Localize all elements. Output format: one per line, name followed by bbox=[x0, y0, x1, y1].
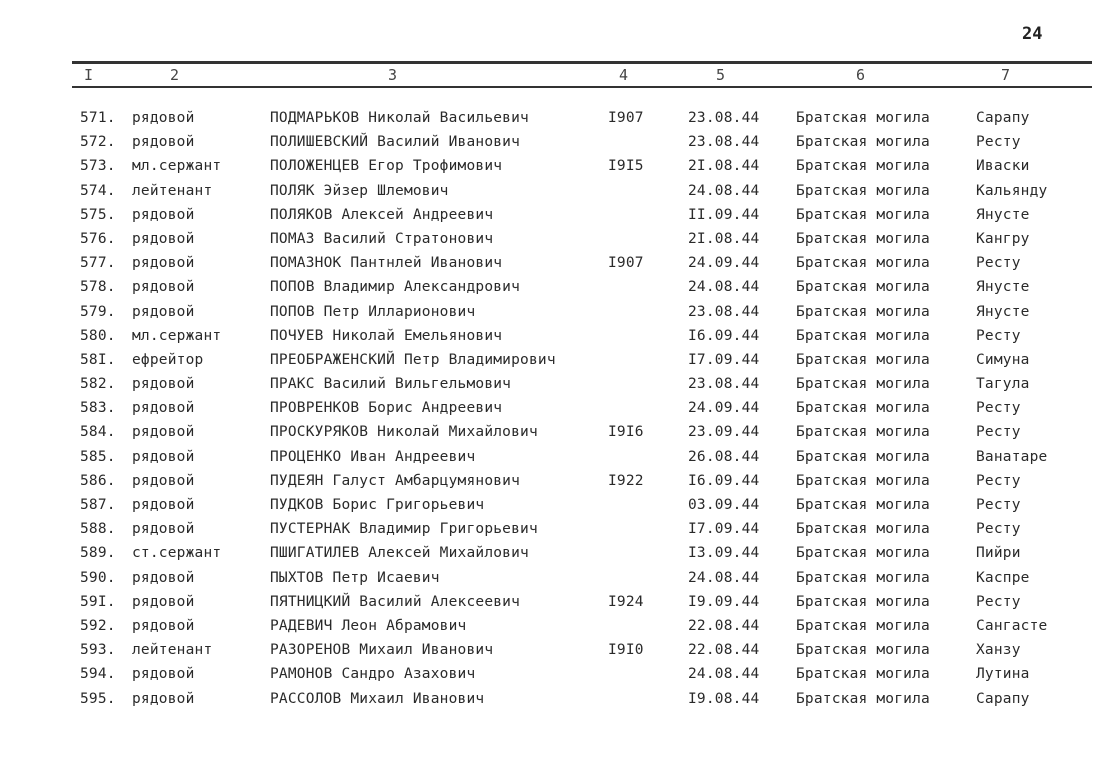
table-row bbox=[0, 471, 1100, 495]
record-rank: рядовой bbox=[132, 569, 195, 586]
record-name: ПОДМАРЬКОВ Николай Васильевич bbox=[270, 110, 529, 126]
record-number: 586. bbox=[80, 472, 116, 489]
record-rank: мл.сержант bbox=[132, 158, 222, 175]
record-number: 575. bbox=[80, 206, 116, 223]
record-burial-type: Братская могила bbox=[796, 593, 930, 610]
record-burial-place: Сарапу bbox=[976, 110, 1030, 126]
record-death-date: 22.08.44 bbox=[688, 617, 760, 634]
record-burial-type: Братская могила bbox=[796, 279, 930, 296]
record-death-date: 23.08.44 bbox=[688, 303, 760, 320]
column-header-2: 2 bbox=[170, 66, 180, 84]
record-death-date: I6.09.44 bbox=[688, 327, 760, 344]
column-header-1: I bbox=[84, 66, 94, 84]
record-name: ПОПОВ Петр Илларионович bbox=[270, 303, 476, 320]
record-burial-type: Братская могила bbox=[796, 376, 930, 393]
table-row bbox=[0, 447, 1100, 471]
record-name: ПОЧУЕВ Николай Емельянович bbox=[270, 327, 503, 344]
record-burial-place: Лутина bbox=[976, 666, 1030, 683]
record-burial-place: Ресту bbox=[976, 593, 1021, 610]
record-burial-type: Братская могила bbox=[796, 110, 930, 126]
record-burial-place: Ресту bbox=[976, 424, 1021, 441]
column-header-7: 7 bbox=[1001, 66, 1011, 84]
record-death-date: 24.08.44 bbox=[688, 279, 760, 296]
record-burial-type: Братская могила bbox=[796, 666, 930, 683]
record-burial-place: Ханзу bbox=[976, 642, 1021, 659]
record-rank: рядовой bbox=[132, 134, 195, 151]
record-birth-year: I9I5 bbox=[608, 158, 644, 175]
table-row bbox=[0, 640, 1100, 664]
record-name: ПРОСКУРЯКОВ Николай Михайлович bbox=[270, 424, 538, 441]
record-burial-type: Братская могила bbox=[796, 134, 930, 151]
table-row bbox=[0, 568, 1100, 592]
column-header-6: 6 bbox=[856, 66, 866, 84]
record-rank: лейтенант bbox=[132, 642, 213, 659]
record-name: ПРАКС Василий Вильгельмович bbox=[270, 376, 512, 393]
record-death-date: I7.09.44 bbox=[688, 521, 760, 538]
record-name: ПРЕОБРАЖЕНСКИЙ Петр Владимирович bbox=[270, 351, 556, 368]
table-row bbox=[0, 302, 1100, 326]
record-burial-type: Братская могила bbox=[796, 424, 930, 441]
record-number: 585. bbox=[80, 448, 116, 465]
record-burial-place: Кальянду bbox=[976, 182, 1048, 199]
record-number: 576. bbox=[80, 230, 116, 247]
record-birth-year: I922 bbox=[608, 472, 644, 489]
record-death-date: 03.09.44 bbox=[688, 497, 760, 513]
record-rank: рядовой bbox=[132, 521, 195, 538]
record-birth-year: I9I0 bbox=[608, 642, 644, 659]
record-birth-year: I9I6 bbox=[608, 424, 644, 441]
table-row bbox=[0, 277, 1100, 301]
table-row bbox=[0, 543, 1100, 567]
record-name: ПОЛОЖЕНЦЕВ Егор Трофимович bbox=[270, 158, 503, 175]
record-burial-type: Братская могила bbox=[796, 400, 930, 417]
record-number: 595. bbox=[80, 690, 116, 707]
record-death-date: 26.08.44 bbox=[688, 448, 760, 465]
record-name: ПЯТНИЦКИЙ Василий Алексеевич bbox=[270, 593, 521, 610]
record-death-date: I3.09.44 bbox=[688, 545, 760, 562]
record-birth-year: I924 bbox=[608, 593, 644, 610]
record-burial-place: Ресту bbox=[976, 327, 1021, 344]
table-row bbox=[0, 664, 1100, 688]
record-death-date: I7.09.44 bbox=[688, 351, 760, 368]
table-row bbox=[0, 181, 1100, 205]
record-name: ПРОЦЕНКО Иван Андреевич bbox=[270, 448, 476, 465]
record-burial-place: Ресту bbox=[976, 521, 1021, 538]
record-death-date: 2I.08.44 bbox=[688, 158, 760, 175]
record-burial-type: Братская могила bbox=[796, 472, 930, 489]
table-row bbox=[0, 108, 1100, 132]
record-rank: рядовой bbox=[132, 497, 195, 513]
record-number: 572. bbox=[80, 134, 116, 151]
record-birth-year: I907 bbox=[608, 255, 644, 272]
record-burial-place: Иваски bbox=[976, 158, 1030, 175]
record-rank: рядовой bbox=[132, 448, 195, 465]
table-row bbox=[0, 350, 1100, 374]
record-death-date: 24.09.44 bbox=[688, 255, 760, 272]
record-burial-place: Ресту bbox=[976, 400, 1021, 417]
record-number: 577. bbox=[80, 255, 116, 272]
table-row bbox=[0, 156, 1100, 180]
record-death-date: I6.09.44 bbox=[688, 472, 760, 489]
record-rank: ефрейтор bbox=[132, 351, 204, 368]
record-number: 571. bbox=[80, 110, 116, 126]
record-rank: ст.сержант bbox=[132, 545, 222, 562]
table-row bbox=[0, 132, 1100, 156]
record-number: 593. bbox=[80, 642, 116, 659]
record-death-date: II.09.44 bbox=[688, 206, 760, 223]
record-burial-type: Братская могила bbox=[796, 158, 930, 175]
record-death-date: 23.08.44 bbox=[688, 134, 760, 151]
record-burial-type: Братская могила bbox=[796, 206, 930, 223]
record-burial-place: Ресту bbox=[976, 497, 1021, 513]
record-burial-type: Братская могила bbox=[796, 497, 930, 513]
record-rank: рядовой bbox=[132, 424, 195, 441]
record-name: ПЫХТОВ Петр Исаевич bbox=[270, 569, 440, 586]
record-number: 578. bbox=[80, 279, 116, 296]
record-number: 594. bbox=[80, 666, 116, 683]
column-header-4: 4 bbox=[619, 66, 629, 84]
record-burial-place: Кангру bbox=[976, 230, 1030, 247]
record-name: РАДЕВИЧ Леон Абрамович bbox=[270, 617, 467, 634]
record-rank: рядовой bbox=[132, 666, 195, 683]
record-number: 579. bbox=[80, 303, 116, 320]
record-rank: рядовой bbox=[132, 230, 195, 247]
record-death-date: I9.08.44 bbox=[688, 690, 760, 707]
record-burial-place: Тагула bbox=[976, 376, 1030, 393]
record-death-date: 2I.08.44 bbox=[688, 230, 760, 247]
record-burial-type: Братская могила bbox=[796, 255, 930, 272]
table-row bbox=[0, 326, 1100, 350]
record-number: 582. bbox=[80, 376, 116, 393]
table-row bbox=[0, 592, 1100, 616]
record-burial-place: Ресту bbox=[976, 134, 1021, 151]
record-death-date: 24.08.44 bbox=[688, 182, 760, 199]
record-birth-year: I907 bbox=[608, 110, 644, 126]
page-number: 24 bbox=[1022, 24, 1043, 44]
record-number: 573. bbox=[80, 158, 116, 175]
column-header-3: 3 bbox=[388, 66, 398, 84]
column-header-5: 5 bbox=[716, 66, 726, 84]
record-burial-place: Каспре bbox=[976, 569, 1030, 586]
record-burial-type: Братская могила bbox=[796, 182, 930, 199]
record-burial-type: Братская могила bbox=[796, 617, 930, 634]
table-row bbox=[0, 689, 1100, 713]
record-rank: рядовой bbox=[132, 376, 195, 393]
record-name: ПРОВРЕНКОВ Борис Андреевич bbox=[270, 400, 503, 417]
record-name: ПУСТЕРНАК Владимир Григорьевич bbox=[270, 521, 538, 538]
record-name: ПОЛЯКОВ Алексей Андреевич bbox=[270, 206, 494, 223]
record-name: РАЗОРЕНОВ Михаил Иванович bbox=[270, 642, 494, 659]
record-name: ПОМАЗНОК Пантнлей Иванович bbox=[270, 255, 503, 272]
record-burial-place: Ресту bbox=[976, 255, 1021, 272]
record-burial-place: Пийри bbox=[976, 545, 1021, 562]
record-name: РАССОЛОВ Михаил Иванович bbox=[270, 690, 485, 707]
record-rank: рядовой bbox=[132, 617, 195, 634]
record-death-date: 23.08.44 bbox=[688, 110, 760, 126]
record-burial-place: Симуна bbox=[976, 351, 1030, 368]
table-row bbox=[0, 616, 1100, 640]
record-list bbox=[0, 108, 1100, 713]
record-number: 58I. bbox=[80, 351, 116, 368]
record-rank: рядовой bbox=[132, 255, 195, 272]
table-row bbox=[0, 229, 1100, 253]
record-burial-place: Сангасте bbox=[976, 617, 1048, 634]
record-rank: рядовой bbox=[132, 110, 195, 126]
record-burial-type: Братская могила bbox=[796, 327, 930, 344]
record-name: ПОЛЯК Эйзер Шлемович bbox=[270, 182, 449, 199]
header-rule-bottom bbox=[72, 86, 1092, 88]
record-rank: рядовой bbox=[132, 400, 195, 417]
record-burial-place: Ванатаре bbox=[976, 448, 1048, 465]
record-burial-type: Братская могила bbox=[796, 569, 930, 586]
record-rank: рядовой bbox=[132, 690, 195, 707]
record-burial-type: Братская могила bbox=[796, 230, 930, 247]
record-burial-type: Братская могила bbox=[796, 521, 930, 538]
record-burial-type: Братская могила bbox=[796, 303, 930, 320]
record-rank: рядовой bbox=[132, 593, 195, 610]
record-name: ПУДЕЯН Галуст Амбарцумянович bbox=[270, 472, 521, 489]
table-row bbox=[0, 253, 1100, 277]
record-number: 580. bbox=[80, 327, 116, 344]
record-death-date: 22.08.44 bbox=[688, 642, 760, 659]
record-rank: рядовой bbox=[132, 472, 195, 489]
table-row bbox=[0, 495, 1100, 519]
record-name: ПОЛИШЕВСКИЙ Василий Иванович bbox=[270, 134, 521, 151]
column-header-row bbox=[0, 66, 1100, 86]
record-rank: лейтенант bbox=[132, 182, 213, 199]
record-burial-place: Ресту bbox=[976, 472, 1021, 489]
record-rank: рядовой bbox=[132, 206, 195, 223]
record-number: 59I. bbox=[80, 593, 116, 610]
record-death-date: 24.08.44 bbox=[688, 569, 760, 586]
table-row bbox=[0, 398, 1100, 422]
record-name: ПОПОВ Владимир Александрович bbox=[270, 279, 521, 296]
record-burial-type: Братская могила bbox=[796, 351, 930, 368]
record-death-date: 23.08.44 bbox=[688, 376, 760, 393]
record-burial-type: Братская могила bbox=[796, 545, 930, 562]
table-row bbox=[0, 519, 1100, 543]
record-name: ПОМАЗ Василий Стратонович bbox=[270, 230, 494, 247]
record-burial-place: Сарапу bbox=[976, 690, 1030, 707]
record-burial-type: Братская могила bbox=[796, 642, 930, 659]
record-death-date: 24.09.44 bbox=[688, 400, 760, 417]
record-number: 588. bbox=[80, 521, 116, 538]
table-row bbox=[0, 205, 1100, 229]
table-row bbox=[0, 374, 1100, 398]
record-rank: рядовой bbox=[132, 279, 195, 296]
record-burial-type: Братская могила bbox=[796, 448, 930, 465]
record-number: 584. bbox=[80, 424, 116, 441]
record-death-date: 23.09.44 bbox=[688, 424, 760, 441]
record-number: 587. bbox=[80, 497, 116, 513]
record-burial-type: Братская могила bbox=[796, 690, 930, 707]
record-death-date: I9.09.44 bbox=[688, 593, 760, 610]
record-death-date: 24.08.44 bbox=[688, 666, 760, 683]
record-burial-place: Янусте bbox=[976, 303, 1030, 320]
record-name: ПУДКОВ Борис Григорьевич bbox=[270, 497, 485, 513]
record-number: 574. bbox=[80, 182, 116, 199]
record-rank: рядовой bbox=[132, 303, 195, 320]
record-number: 589. bbox=[80, 545, 116, 562]
record-burial-place: Янусте bbox=[976, 206, 1030, 223]
record-name: РАМОНОВ Сандро Азахович bbox=[270, 666, 476, 683]
record-number: 592. bbox=[80, 617, 116, 634]
record-name: ПШИГАТИЛЕВ Алексей Михайлович bbox=[270, 545, 529, 562]
record-burial-place: Янусте bbox=[976, 279, 1030, 296]
record-number: 590. bbox=[80, 569, 116, 586]
table-row bbox=[0, 422, 1100, 446]
record-number: 583. bbox=[80, 400, 116, 417]
header-rule-top bbox=[72, 61, 1092, 64]
record-rank: мл.сержант bbox=[132, 327, 222, 344]
